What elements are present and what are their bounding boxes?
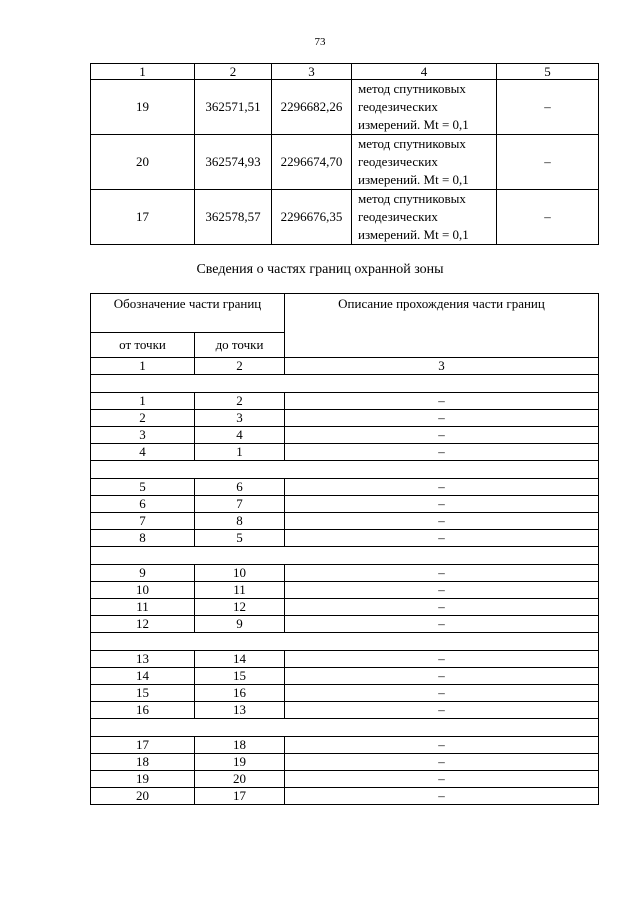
part-description: – — [285, 754, 599, 771]
table-row — [91, 80, 599, 135]
header-to-point: до точки — [195, 333, 285, 358]
table-row — [91, 754, 599, 771]
to-point: 17 — [195, 788, 285, 805]
group-separator-row — [91, 461, 599, 479]
method-line: измерений. Mt = 0,1 — [358, 172, 469, 187]
coordinate-y: 2296682,26 — [272, 80, 352, 135]
to-point: 3 — [195, 410, 285, 427]
from-point: 6 — [91, 496, 195, 513]
coordinate-x: 362571,51 — [195, 80, 272, 135]
table-row — [91, 393, 599, 410]
to-point: 18 — [195, 737, 285, 754]
point-number: 20 — [91, 135, 195, 190]
column-5-value: – — [497, 80, 599, 135]
part-description: – — [285, 496, 599, 513]
column-number: 3 — [285, 358, 599, 375]
part-description: – — [285, 565, 599, 582]
method-line: геодезических — [358, 209, 438, 224]
method-line: метод спутниковых — [358, 81, 466, 96]
to-point: 15 — [195, 668, 285, 685]
table-row — [91, 616, 599, 633]
method-line: геодезических — [358, 99, 438, 114]
table-row — [91, 135, 599, 190]
table-row — [91, 702, 599, 719]
from-point: 14 — [91, 668, 195, 685]
point-number: 17 — [91, 190, 195, 245]
group-separator-row — [91, 547, 599, 565]
group-separator-cell — [91, 719, 599, 737]
part-description: – — [285, 702, 599, 719]
table-row — [91, 513, 599, 530]
column-5-value: – — [497, 190, 599, 245]
part-description: – — [285, 651, 599, 668]
from-point: 10 — [91, 582, 195, 599]
to-point: 10 — [195, 565, 285, 582]
part-description: – — [285, 530, 599, 547]
group-separator-row — [91, 719, 599, 737]
to-point: 20 — [195, 771, 285, 788]
part-description: – — [285, 513, 599, 530]
point-number: 19 — [91, 80, 195, 135]
from-point: 18 — [91, 754, 195, 771]
to-point: 4 — [195, 427, 285, 444]
table-row — [91, 565, 599, 582]
part-description: – — [285, 582, 599, 599]
from-point: 2 — [91, 410, 195, 427]
table-row — [91, 788, 599, 805]
coordinates-table — [90, 63, 599, 245]
from-point: 19 — [91, 771, 195, 788]
to-point: 11 — [195, 582, 285, 599]
part-description: – — [285, 427, 599, 444]
from-point: 15 — [91, 685, 195, 702]
from-point: 13 — [91, 651, 195, 668]
method-description — [352, 190, 497, 245]
part-description: – — [285, 668, 599, 685]
from-point: 20 — [91, 788, 195, 805]
to-point: 16 — [195, 685, 285, 702]
method-line: метод спутниковых — [358, 191, 466, 206]
from-point: 1 — [91, 393, 195, 410]
method-description — [352, 135, 497, 190]
group-separator-cell — [91, 375, 599, 393]
to-point: 8 — [195, 513, 285, 530]
method-line: геодезических — [358, 154, 438, 169]
to-point: 7 — [195, 496, 285, 513]
table-row — [91, 685, 599, 702]
part-description: – — [285, 599, 599, 616]
table-header-row — [91, 64, 599, 80]
from-point: 12 — [91, 616, 195, 633]
part-description: – — [285, 616, 599, 633]
from-point: 9 — [91, 565, 195, 582]
table-row — [91, 582, 599, 599]
method-line: метод спутниковых — [358, 136, 466, 151]
coordinate-x: 362578,57 — [195, 190, 272, 245]
column-number: 5 — [497, 64, 599, 80]
group-separator-row — [91, 375, 599, 393]
table-row — [91, 444, 599, 461]
column-5-value: – — [497, 135, 599, 190]
table-row — [91, 479, 599, 496]
to-point: 13 — [195, 702, 285, 719]
method-description — [352, 80, 497, 135]
group-separator-cell — [91, 547, 599, 565]
page-number: 73 — [314, 36, 326, 48]
group-separator-cell — [91, 633, 599, 651]
to-point: 19 — [195, 754, 285, 771]
boundary-parts-table — [90, 293, 599, 805]
column-number: 2 — [195, 358, 285, 375]
column-number: 1 — [91, 64, 195, 80]
part-description: – — [285, 479, 599, 496]
column-number: 3 — [272, 64, 352, 80]
part-description: – — [285, 737, 599, 754]
to-point: 5 — [195, 530, 285, 547]
table-row — [91, 410, 599, 427]
table-row — [91, 530, 599, 547]
part-description: – — [285, 444, 599, 461]
to-point: 9 — [195, 616, 285, 633]
from-point: 5 — [91, 479, 195, 496]
group-separator-row — [91, 633, 599, 651]
method-line: измерений. Mt = 0,1 — [358, 227, 469, 242]
part-description: – — [285, 393, 599, 410]
to-point: 2 — [195, 393, 285, 410]
table-row — [91, 651, 599, 668]
coordinate-y: 2296674,70 — [272, 135, 352, 190]
column-number: 4 — [352, 64, 497, 80]
to-point: 12 — [195, 599, 285, 616]
part-description: – — [285, 685, 599, 702]
column-number: 1 — [91, 358, 195, 375]
part-description: – — [285, 410, 599, 427]
table-row — [91, 496, 599, 513]
coordinate-x: 362574,93 — [195, 135, 272, 190]
method-line: измерений. Mt = 0,1 — [358, 117, 469, 132]
from-point: 17 — [91, 737, 195, 754]
table-row — [91, 599, 599, 616]
table-row — [91, 190, 599, 245]
from-point: 7 — [91, 513, 195, 530]
part-description: – — [285, 788, 599, 805]
group-separator-cell — [91, 461, 599, 479]
from-point: 8 — [91, 530, 195, 547]
from-point: 11 — [91, 599, 195, 616]
from-point: 16 — [91, 702, 195, 719]
from-point: 3 — [91, 427, 195, 444]
from-point: 4 — [91, 444, 195, 461]
header-description: Описание прохождения части границ — [285, 294, 599, 358]
table-row — [91, 737, 599, 754]
section-title: Сведения о частях границ охранной зоны — [196, 262, 444, 277]
to-point: 6 — [195, 479, 285, 496]
to-point: 14 — [195, 651, 285, 668]
part-description: – — [285, 771, 599, 788]
table-row — [91, 668, 599, 685]
coordinate-y: 2296676,35 — [272, 190, 352, 245]
header-from-point: от точки — [91, 333, 195, 358]
table-row — [91, 771, 599, 788]
column-number: 2 — [195, 64, 272, 80]
header-designation: Обозначение части границ — [91, 294, 285, 333]
table-row — [91, 427, 599, 444]
to-point: 1 — [195, 444, 285, 461]
